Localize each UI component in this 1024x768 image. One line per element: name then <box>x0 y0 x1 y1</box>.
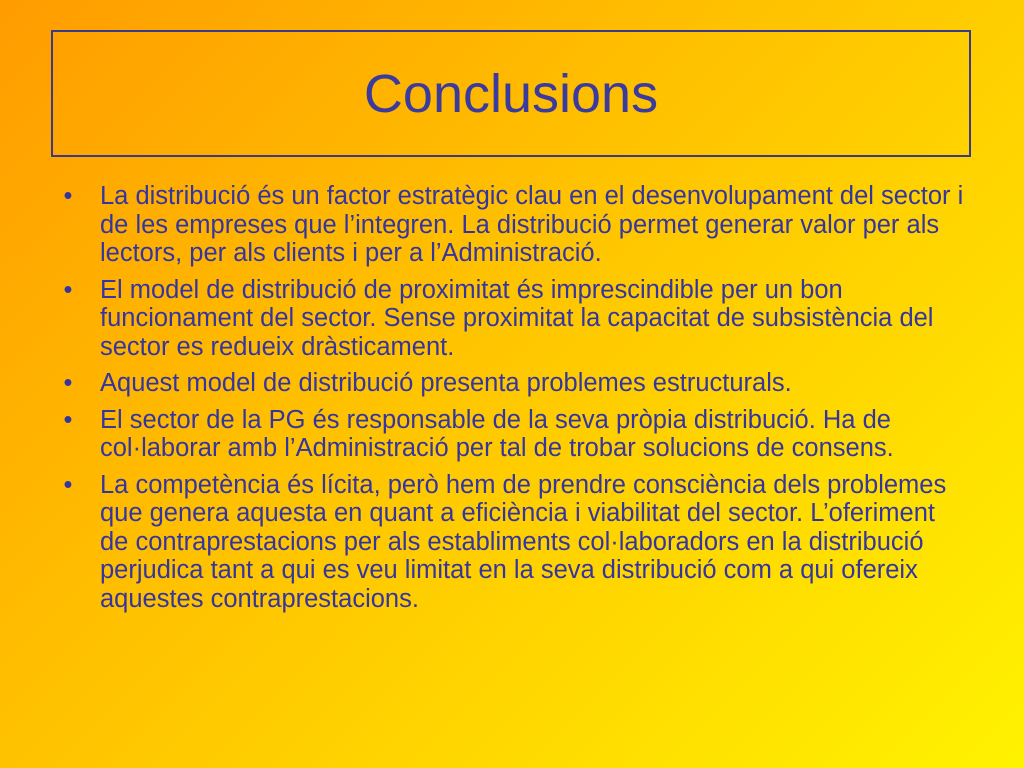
bullet-item <box>58 369 968 398</box>
bullet-text: La distribució és un factor estratègic clau en el desenvolupament del sector i de les empreses que l’integren. La distribució permet generar valor per als lectors, per als clients i per a l’Administració. <box>100 182 964 267</box>
bullet-item <box>58 406 968 463</box>
bullet-icon: • <box>63 369 73 397</box>
bullet-icon: • <box>63 275 73 304</box>
bullet-text: El sector de la PG és responsable de la seva pròpia distribució. Ha de col·laborar amb l’Administració per tal de trobar solucions de consens. <box>100 405 894 462</box>
bullet-icon: • <box>63 470 73 499</box>
bullet-icon: • <box>63 182 73 210</box>
title-box <box>51 30 971 157</box>
bullet-icon: • <box>63 405 73 434</box>
bullet-item <box>58 182 968 268</box>
slide-title: Conclusions <box>363 63 659 124</box>
bullet-text: La competència és lícita, però hem de prendre consciència dels problemes que genera aquesta en quant a eficiència i viabilitat del sector. L’oferiment de contraprestacions per als establiments col·laboradors en la distribució perjudica tant a qui es veu limitat en la seva distribució com a qui ofereix aquestes contraprestacions. <box>100 470 947 613</box>
bullet-list <box>58 182 968 621</box>
bullet-text: El model de distribució de proximitat és imprescindible per un bon funcionament del sector. Sense proximitat la capacitat de subsistència del sector es redueix dràsticament. <box>100 275 934 361</box>
bullet-item <box>58 471 968 614</box>
bullet-item <box>58 276 968 362</box>
bullet-text: Aquest model de distribució presenta problemes estructurals. <box>100 369 792 397</box>
